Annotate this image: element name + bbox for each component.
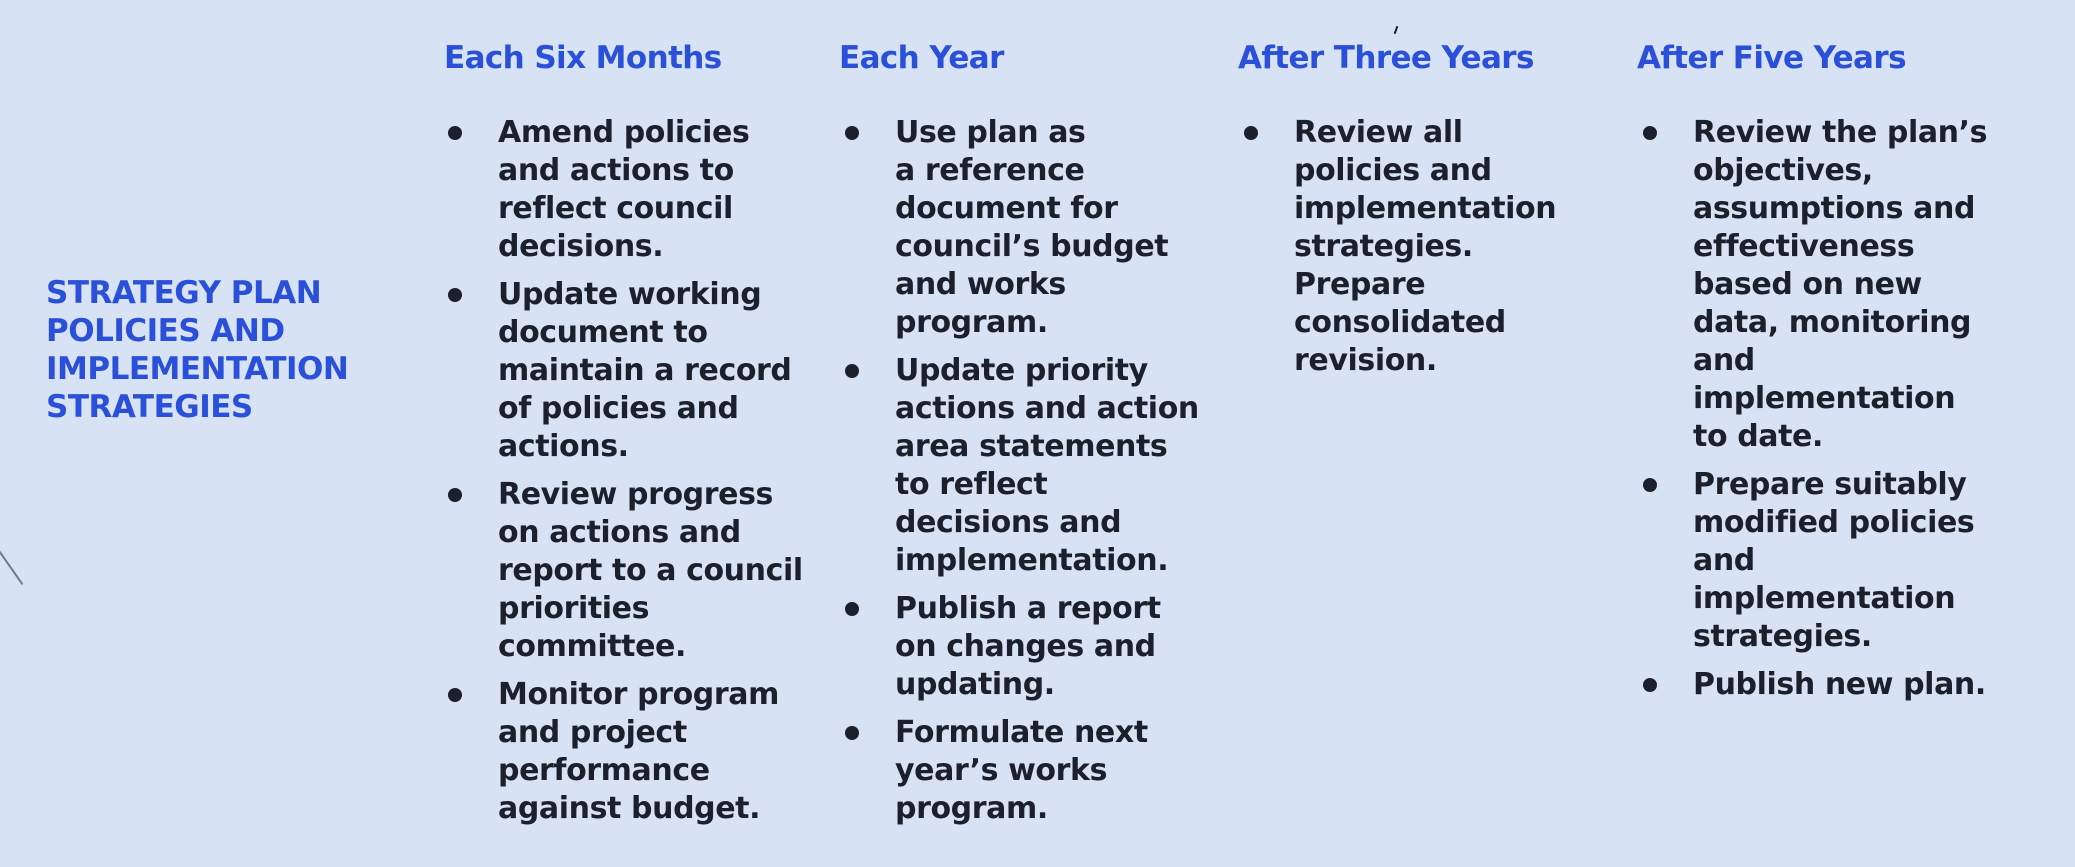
item-line: area statements: [895, 429, 1168, 464]
list-item: [839, 114, 1199, 342]
item-line: Publish new plan.: [1693, 667, 1986, 702]
column-after-three-years: [1238, 38, 1556, 390]
item-text: [498, 676, 803, 828]
item-line: effectiveness: [1693, 229, 1915, 264]
item-text: [895, 114, 1199, 342]
item-line: against budget.: [498, 791, 761, 826]
item-text: [895, 714, 1199, 828]
column-heading: Each Year: [839, 40, 1004, 76]
item-line: implementation: [1693, 581, 1956, 616]
item-line: committee.: [498, 629, 686, 664]
row-label-line: IMPLEMENTATION: [46, 351, 349, 387]
list-item: [1637, 114, 1987, 456]
item-line: policies and: [1294, 153, 1492, 188]
item-line: and: [1693, 543, 1755, 578]
item-line: Review the plan’s: [1693, 115, 1988, 150]
bullet-icon: [1244, 126, 1258, 140]
item-line: objectives,: [1693, 153, 1873, 188]
row-label-line: STRATEGY PLAN: [46, 275, 322, 311]
list-item: [1637, 466, 1987, 656]
list-item: [442, 476, 803, 666]
item-line: implementation: [1693, 381, 1956, 416]
item-line: Use plan as: [895, 115, 1086, 150]
item-line: and: [1693, 343, 1755, 378]
item-text: [1693, 666, 1987, 704]
item-line: maintain a record: [498, 353, 792, 388]
item-line: revision.: [1294, 343, 1437, 378]
item-line: and actions to: [498, 153, 734, 188]
item-text: [498, 114, 803, 266]
action-list: [1637, 114, 1987, 704]
item-line: actions.: [498, 429, 629, 464]
row-label: [46, 274, 406, 426]
action-list: [839, 114, 1199, 828]
column-heading: After Five Years: [1637, 40, 1906, 76]
action-list: [1238, 114, 1556, 380]
item-line: decisions and: [895, 505, 1122, 540]
item-text: [895, 590, 1199, 704]
scan-speck: [1394, 26, 1399, 34]
bullet-icon: [845, 726, 859, 740]
item-line: report to a council: [498, 553, 803, 588]
item-line: data, monitoring: [1693, 305, 1972, 340]
item-text: [1693, 114, 1987, 456]
item-line: document for: [895, 191, 1118, 226]
scan-stroke: [0, 551, 23, 585]
item-line: Monitor program: [498, 677, 779, 712]
bullet-icon: [845, 602, 859, 616]
item-line: based on new: [1693, 267, 1922, 302]
item-line: updating.: [895, 667, 1055, 702]
item-text: [498, 276, 803, 466]
bullet-icon: [1643, 478, 1657, 492]
item-line: of policies and: [498, 391, 739, 426]
row-label-line: POLICIES AND: [46, 313, 285, 349]
bullet-icon: [448, 126, 462, 140]
bullet-icon: [845, 126, 859, 140]
item-line: Formulate next: [895, 715, 1148, 750]
item-text: [1693, 466, 1987, 656]
list-item: [839, 352, 1199, 580]
item-line: program.: [895, 305, 1048, 340]
column-heading: After Three Years: [1238, 40, 1534, 76]
item-line: actions and action: [895, 391, 1199, 426]
item-line: Update working: [498, 277, 762, 312]
item-line: to date.: [1693, 419, 1823, 454]
item-line: and project: [498, 715, 687, 750]
item-line: Prepare suitably: [1693, 467, 1967, 502]
item-line: Review progress: [498, 477, 774, 512]
item-line: to reflect: [895, 467, 1048, 502]
bullet-icon: [448, 488, 462, 502]
list-item: [1637, 666, 1987, 704]
item-line: strategies.: [1294, 229, 1473, 264]
item-line: consolidated: [1294, 305, 1506, 340]
column-each-six-months: [442, 38, 803, 838]
item-line: and works: [895, 267, 1066, 302]
item-line: Amend policies: [498, 115, 750, 150]
list-item: [442, 114, 803, 266]
item-line: on changes and: [895, 629, 1156, 664]
item-line: Review all: [1294, 115, 1463, 150]
item-line: reflect council: [498, 191, 733, 226]
item-line: Update priority: [895, 353, 1148, 388]
bullet-icon: [1643, 678, 1657, 692]
list-item: [839, 590, 1199, 704]
item-text: [895, 352, 1199, 580]
item-line: strategies.: [1693, 619, 1872, 654]
bullet-icon: [845, 364, 859, 378]
action-list: [442, 114, 803, 828]
item-line: Publish a report: [895, 591, 1161, 626]
item-line: on actions and: [498, 515, 741, 550]
bullet-icon: [1643, 126, 1657, 140]
column-after-five-years: [1637, 38, 1987, 714]
item-line: year’s works: [895, 753, 1108, 788]
item-text: [498, 476, 803, 666]
bullet-icon: [448, 288, 462, 302]
item-line: implementation.: [895, 543, 1169, 578]
list-item: [839, 714, 1199, 828]
column-each-year: [839, 38, 1199, 838]
item-line: priorities: [498, 591, 650, 626]
item-text: [1294, 114, 1556, 380]
item-line: council’s budget: [895, 229, 1169, 264]
item-line: assumptions and: [1693, 191, 1976, 226]
item-line: performance: [498, 753, 710, 788]
list-item: [1238, 114, 1556, 380]
bullet-icon: [448, 688, 462, 702]
row-label-line: STRATEGIES: [46, 389, 253, 425]
item-line: Prepare: [1294, 267, 1426, 302]
item-line: implementation: [1294, 191, 1557, 226]
item-line: decisions.: [498, 229, 664, 264]
list-item: [442, 676, 803, 828]
item-line: a reference: [895, 153, 1085, 188]
item-line: modified policies: [1693, 505, 1975, 540]
column-heading: Each Six Months: [444, 40, 722, 76]
item-line: document to: [498, 315, 708, 350]
item-line: program.: [895, 791, 1048, 826]
list-item: [442, 276, 803, 466]
